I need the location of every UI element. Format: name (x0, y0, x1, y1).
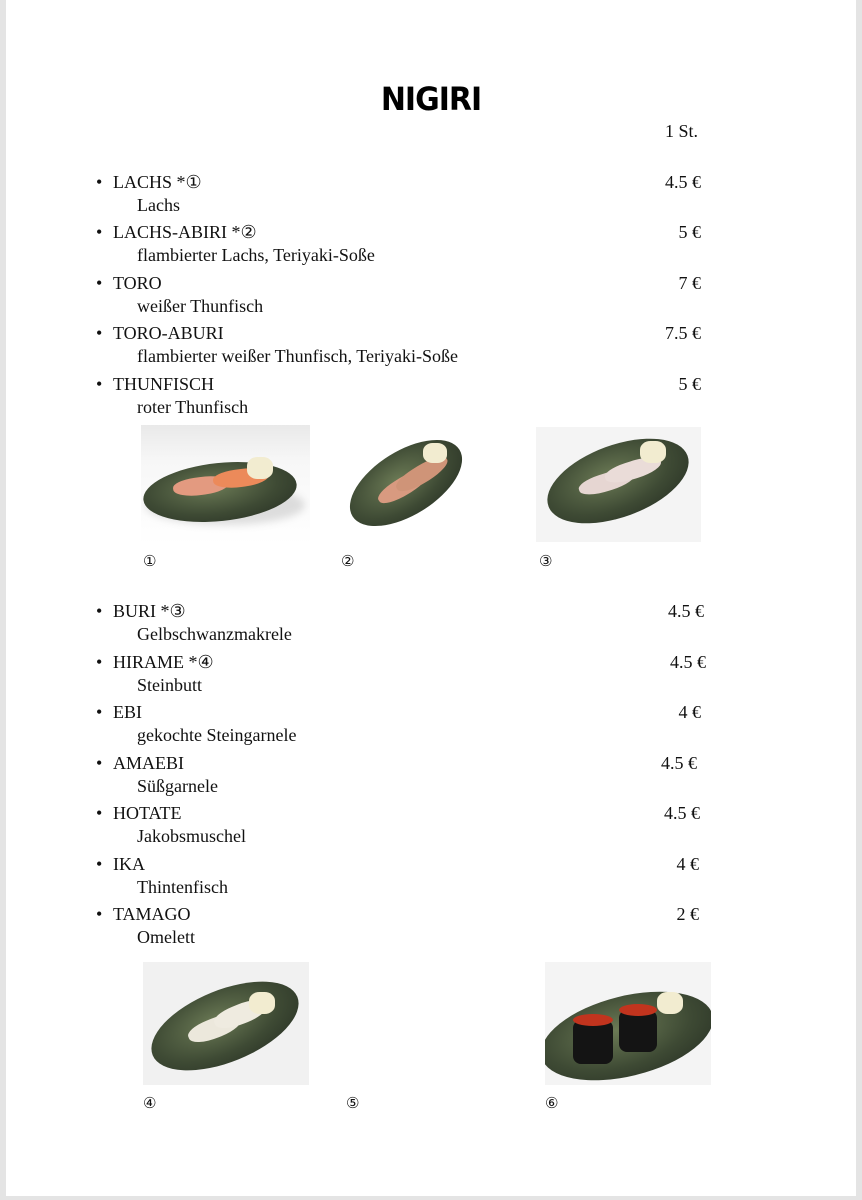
bullet: • (96, 374, 103, 394)
menu-item (96, 222, 716, 272)
item-price: 4.5 € (665, 172, 701, 192)
photo-number: ① (143, 552, 157, 570)
menu-item (96, 652, 716, 702)
bullet: • (96, 273, 103, 293)
sushi-photo-6 (545, 962, 711, 1085)
item-description: Steinbutt (137, 675, 203, 695)
item-description: flambierter weißer Thunfisch, Teriyaki-Soße (137, 346, 458, 366)
menu-item (96, 323, 716, 373)
item-name: THUNFISCH (113, 374, 215, 394)
menu-item (96, 374, 716, 424)
unit-label: 1 St. (665, 121, 699, 141)
menu-item (96, 601, 716, 651)
bullet: • (96, 652, 103, 672)
bullet: • (96, 222, 103, 242)
item-description: gekochte Steingarnele (137, 725, 297, 745)
sushi-photo-2 (341, 429, 496, 542)
item-name: EBI (113, 702, 142, 722)
bullet: • (96, 702, 103, 722)
item-price: 4 € (678, 702, 701, 722)
item-name: LACHS *① (113, 172, 202, 192)
item-description: Omelett (137, 927, 195, 947)
photo-number: ② (341, 552, 355, 570)
item-description: roter Thunfisch (137, 397, 249, 417)
sushi-photo-4 (143, 962, 309, 1085)
bullet: • (96, 753, 103, 773)
photo-number: ⑤ (346, 1094, 360, 1112)
item-price: 5 € (678, 222, 701, 242)
item-price: 7 € (678, 273, 701, 293)
menu-item (96, 172, 716, 222)
item-name: IKA (113, 854, 145, 874)
item-price: 7.5 € (665, 323, 701, 343)
menu-item (96, 753, 716, 803)
item-name: LACHS-ABIRI *② (113, 222, 257, 242)
item-name: HOTATE (113, 803, 182, 823)
menu-item (96, 904, 716, 954)
menu-item (96, 854, 716, 904)
sushi-photo-3 (536, 427, 701, 542)
item-description: Thintenfisch (137, 877, 228, 897)
item-description: Süßgarnele (137, 776, 218, 796)
item-price: 4.5 € (661, 753, 697, 773)
menu-item (96, 803, 716, 853)
item-description: weißer Thunfisch (137, 296, 264, 316)
item-name: AMAEBI (113, 753, 184, 773)
sushi-photo-1 (141, 425, 310, 545)
bullet: • (96, 601, 103, 621)
bullet: • (96, 323, 103, 343)
page-title: NIGIRI (380, 80, 482, 119)
item-price: 2 € (676, 904, 699, 924)
item-price: 4.5 € (668, 601, 704, 621)
item-description: Gelbschwanzmakrele (137, 624, 292, 644)
bullet: • (96, 904, 103, 924)
item-description: flambierter Lachs, Teriyaki-Soße (137, 245, 375, 265)
item-name: TAMAGO (113, 904, 191, 924)
item-name: TORO-ABURI (113, 323, 224, 343)
item-name: HIRAME *④ (113, 652, 214, 672)
item-description: Jakobsmuschel (137, 826, 246, 846)
bullet: • (96, 803, 103, 823)
bullet: • (96, 854, 103, 874)
photo-number: ⑥ (545, 1094, 559, 1112)
item-price: 4.5 € (670, 652, 706, 672)
item-price: 4.5 € (664, 803, 700, 823)
item-description: Lachs (137, 195, 180, 215)
item-name: TORO (113, 273, 162, 293)
menu-item (96, 273, 716, 323)
menu-item (96, 702, 716, 752)
photo-number: ③ (539, 552, 553, 570)
item-price: 5 € (678, 374, 701, 394)
photo-number: ④ (143, 1094, 157, 1112)
item-name: BURI *③ (113, 601, 186, 621)
item-price: 4 € (676, 854, 699, 874)
bullet: • (96, 172, 103, 192)
